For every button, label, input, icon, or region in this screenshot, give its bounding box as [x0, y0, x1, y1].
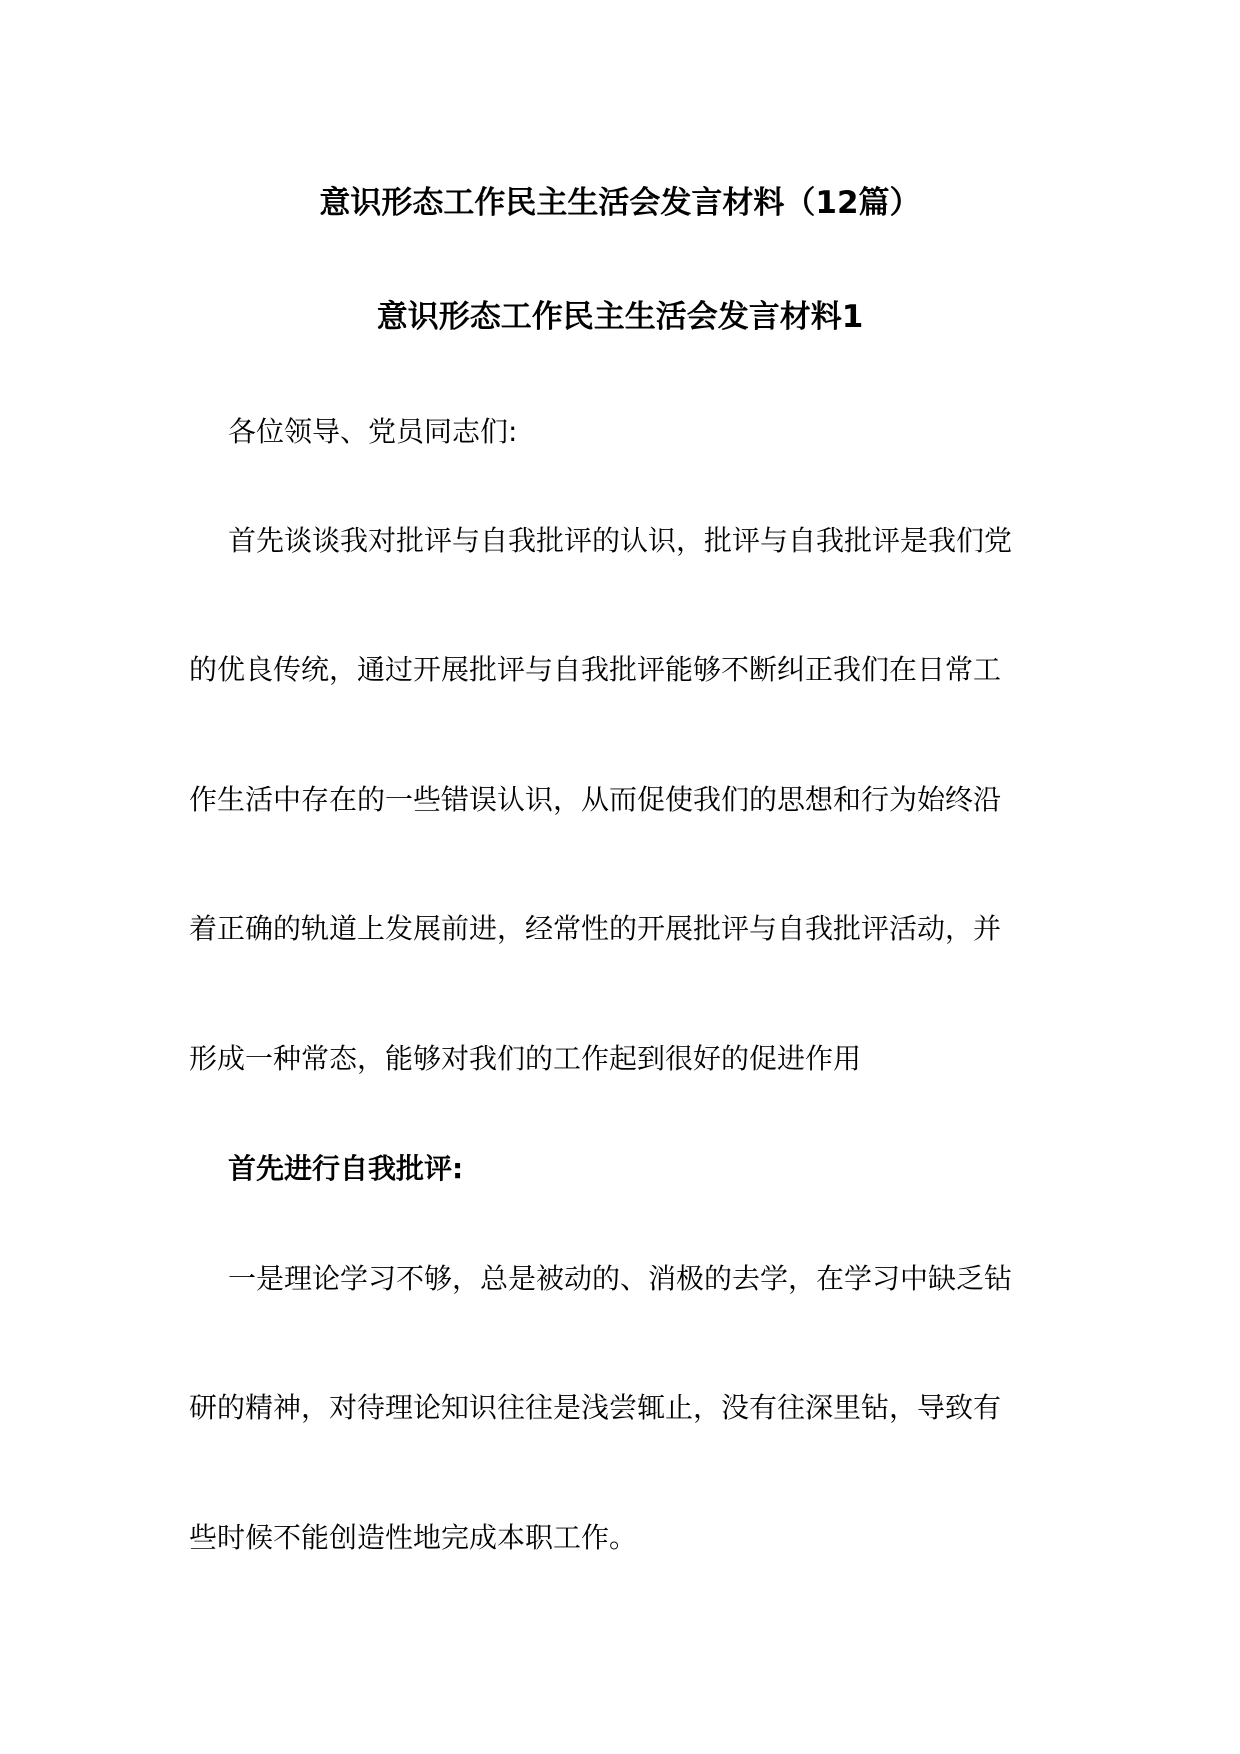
sub-title: 意识形态工作民主生活会发言材料1 — [376, 299, 864, 335]
paragraph1-line: 形成一种常态，能够对我们的工作起到很好的促进作用 — [189, 1042, 862, 1075]
paragraph1-line: 着正确的轨道上发展前进，经常性的开展批评与自我批评活动，并 — [189, 912, 1002, 945]
paragraph2-line: 一是理论学习不够，总是被动的、消极的去学，在学习中缺乏钻 — [228, 1262, 1013, 1295]
main-title: 意识形态工作民主生活会发言材料（12篇） — [319, 185, 921, 221]
paragraph1-line: 的优良传统，通过开展批评与自我批评能够不断纠正我们在日常工 — [189, 653, 1002, 686]
paragraph2-line: 些时候不能创造性地完成本职工作。 — [189, 1521, 638, 1554]
paragraph1-line: 作生活中存在的一些错误认识，从而促使我们的思想和行为始终沿 — [189, 783, 1002, 816]
greeting: 各位领导、党员同志们: — [228, 415, 518, 448]
paragraph1-line: 首先谈谈我对批评与自我批评的认识，批评与自我批评是我们党 — [228, 524, 1013, 557]
section-heading: 首先进行自我批评: — [228, 1152, 464, 1185]
paragraph2-line: 研的精神，对待理论知识往往是浅尝辄止，没有往深里钻，导致有 — [189, 1391, 1002, 1424]
